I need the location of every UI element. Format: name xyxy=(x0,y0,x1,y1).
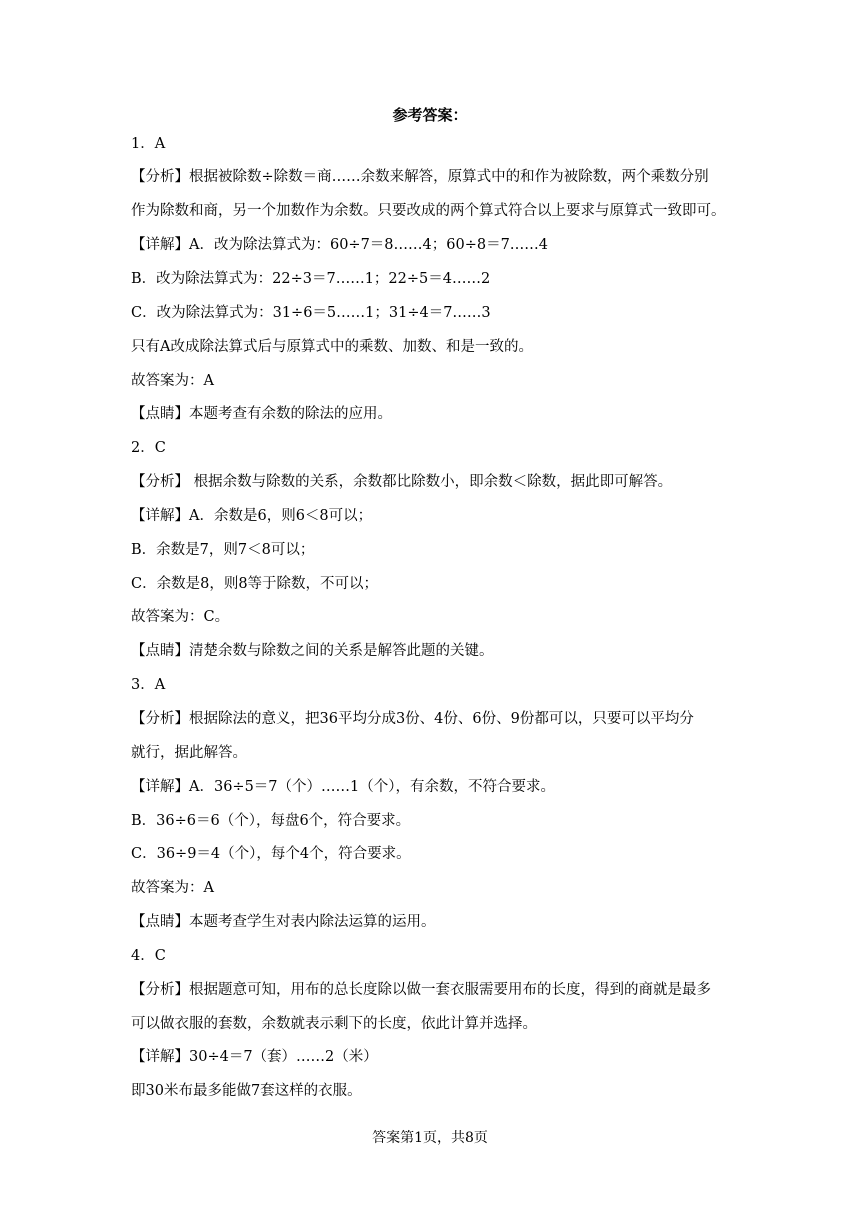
detail-line: 【详解】A．余数是6，则6＜8可以； xyxy=(131,508,373,524)
comment-line: 【点睛】本题考查有余数的除法的应用。 xyxy=(131,406,392,422)
detail-line: B．36÷6＝6（个），每盘6个，符合要求。 xyxy=(131,813,411,829)
answer-number-4: 4．C xyxy=(131,948,166,964)
analysis-line: 【分析】根据题意可知，用布的总长度除以做一套衣服需要用布的长度，得到的商就是最多 xyxy=(131,982,711,998)
answer-line: 故答案为：A xyxy=(131,880,214,896)
comment-line: 【点睛】清楚余数与除数之间的关系是解答此题的关键。 xyxy=(131,643,494,659)
answer-line: 故答案为：A xyxy=(131,373,214,389)
comment-line: 【点睛】本题考查学生对表内除法运算的运用。 xyxy=(131,914,436,930)
analysis-line: 【分析】根据被除数÷除数＝商……余数来解答，原算式中的和作为被除数，两个乘数分别 xyxy=(131,169,709,185)
detail-line: B．余数是7，则7＜8可以； xyxy=(131,542,315,558)
page-footer: 答案第1页，共8页 xyxy=(372,1130,488,1146)
detail-line: B．改为除法算式为：22÷3＝7……1；22÷5＝4……2 xyxy=(131,271,491,287)
answer-line: 故答案为：C。 xyxy=(131,609,230,625)
page-title: 参考答案： xyxy=(392,106,468,124)
analysis-line: 就行，据此解答。 xyxy=(131,745,247,761)
detail-line: C．改为除法算式为：31÷6＝5……1；31÷4＝7……3 xyxy=(131,305,491,321)
analysis-line: 【分析】根据除法的意义，把36平均分成3份、4份、6份、9份都可以，只要可以平均分 xyxy=(131,711,694,727)
answer-number-3: 3．A xyxy=(131,677,166,693)
answer-number-1: 1．A xyxy=(131,136,166,152)
analysis-line: 【分析】 根据余数与除数的关系，余数都比除数小，即余数＜除数，据此即可解答。 xyxy=(131,474,673,490)
analysis-line: 作为除数和商，另一个加数作为余数。只要改成的两个算式符合以上要求与原算式一致即可。 xyxy=(131,203,726,219)
answer-number-2: 2．C xyxy=(131,440,166,456)
detail-line: 【详解】30÷4＝7（套）……2（米） xyxy=(131,1049,378,1065)
detail-line: 只有A改成除法算式后与原算式中的乘数、加数、和是一致的。 xyxy=(131,339,533,355)
detail-line: 【详解】A．改为除法算式为：60÷7＝8……4；60÷8＝7……4 xyxy=(131,237,549,253)
detail-line: C．36÷9＝4（个），每个4个，符合要求。 xyxy=(131,846,411,862)
analysis-line: 可以做衣服的套数，余数就表示剩下的长度，依此计算并选择。 xyxy=(131,1016,537,1032)
detail-line: 即30米布最多能做7套这样的衣服。 xyxy=(131,1083,362,1099)
detail-line: 【详解】A．36÷5＝7（个）……1（个），有余数，不符合要求。 xyxy=(131,779,555,795)
detail-line: C．余数是8，则8等于除数，不可以； xyxy=(131,576,379,592)
